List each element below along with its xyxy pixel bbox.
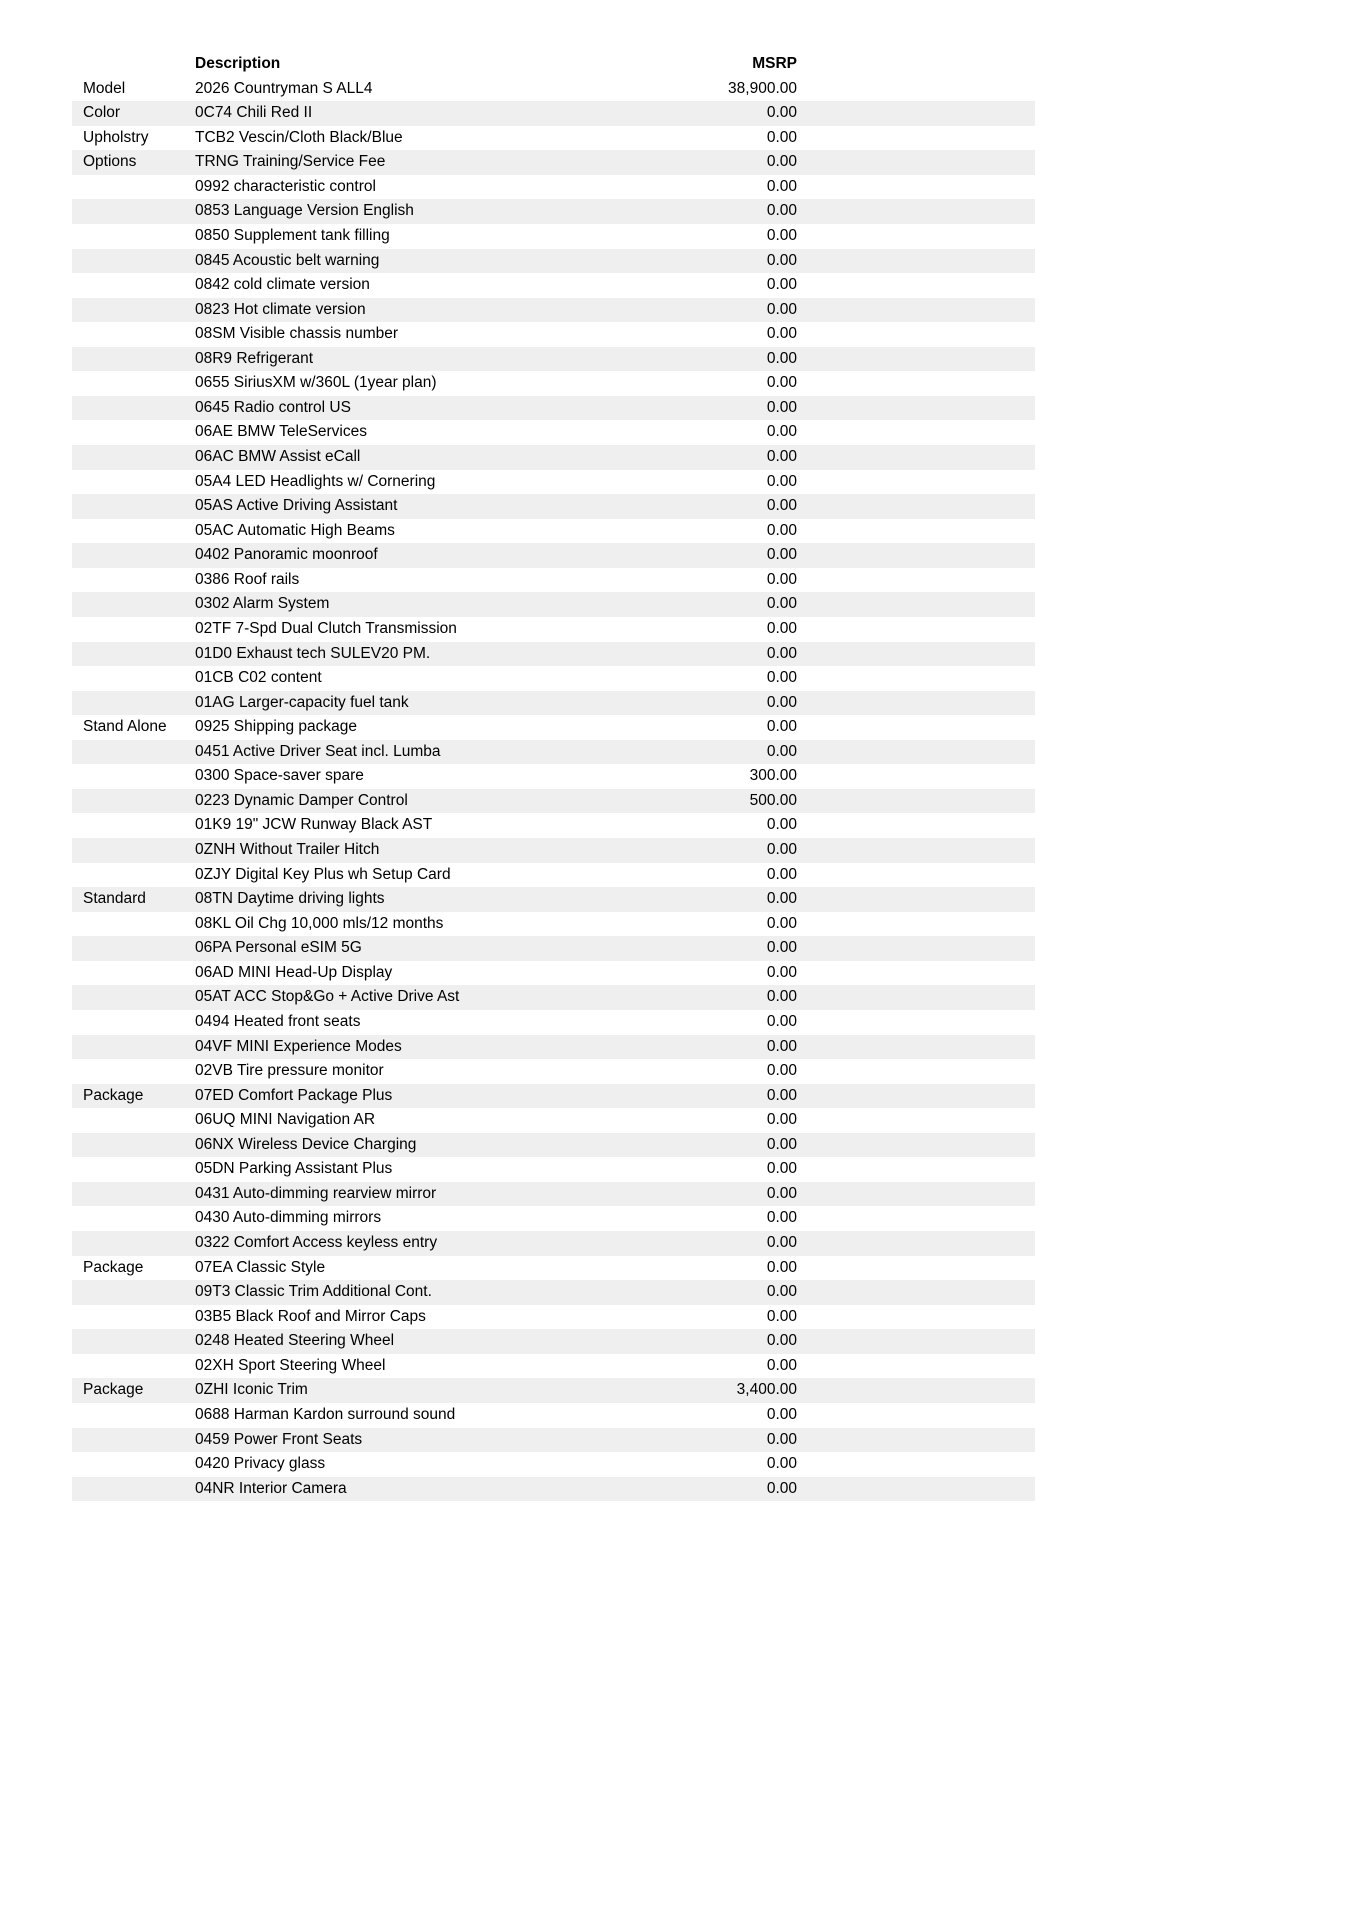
row-msrp: 0.00 xyxy=(766,1430,797,1448)
row-description: 08R9 Refrigerant xyxy=(195,349,314,367)
row-msrp: 0.00 xyxy=(766,398,797,416)
table-row xyxy=(72,1305,1035,1330)
table-row xyxy=(72,838,1035,863)
row-msrp: 0.00 xyxy=(766,226,797,244)
row-msrp: 0.00 xyxy=(766,1332,797,1350)
row-msrp: 0.00 xyxy=(766,1258,797,1276)
table-row xyxy=(72,519,1035,544)
row-msrp: 0.00 xyxy=(766,1234,797,1251)
row-msrp: 0.00 xyxy=(766,448,797,465)
row-description: 08TN Daytime driving lights xyxy=(195,890,385,908)
header-msrp: MSRP xyxy=(752,55,797,72)
table-row xyxy=(72,249,1035,274)
row-msrp: 0.00 xyxy=(766,374,797,392)
table-row xyxy=(72,912,1035,937)
row-msrp: 0.00 xyxy=(766,521,797,539)
table-row xyxy=(72,298,1035,323)
row-category: Color xyxy=(83,104,121,122)
row-description: 0386 Roof rails xyxy=(195,570,300,588)
row-category: Package xyxy=(83,1258,144,1276)
table-row xyxy=(72,1182,1035,1207)
row-msrp: 0.00 xyxy=(766,497,797,515)
row-msrp: 0.00 xyxy=(766,1037,797,1055)
row-description: 05AC Automatic High Beams xyxy=(195,521,395,539)
row-msrp: 0.00 xyxy=(766,939,797,957)
row-msrp: 0.00 xyxy=(766,104,797,122)
row-msrp: 500.00 xyxy=(749,791,797,809)
table-row xyxy=(72,543,1035,568)
row-description: 0431 Auto-dimming rearview mirror xyxy=(195,1184,437,1202)
table-row xyxy=(72,715,1035,740)
row-description: 0853 Language Version English xyxy=(195,202,414,220)
table-row xyxy=(72,1108,1035,1133)
row-description: 01AG Larger-capacity fuel tank xyxy=(195,693,409,711)
table-row xyxy=(72,445,1035,470)
row-description: 04NR Interior Camera xyxy=(195,1479,347,1497)
row-description: 01D0 Exhaust tech SULEV20 PM. xyxy=(195,644,431,662)
row-description: 0845 Acoustic belt warning xyxy=(195,251,380,269)
row-msrp: 0.00 xyxy=(766,1405,797,1423)
table-row xyxy=(72,1477,1035,1502)
row-description: 0842 cold climate version xyxy=(195,276,370,294)
row-msrp: 0.00 xyxy=(766,1455,797,1473)
table-row xyxy=(72,1428,1035,1453)
row-msrp: 0.00 xyxy=(766,890,797,908)
table-row xyxy=(72,592,1035,617)
row-msrp: 0.00 xyxy=(766,693,797,711)
row-msrp: 0.00 xyxy=(766,423,797,441)
row-description: 0248 Heated Steering Wheel xyxy=(195,1332,395,1350)
row-description: TCB2 Vescin/Cloth Black/Blue xyxy=(195,128,403,146)
row-description: 01K9 19" JCW Runway Black AST xyxy=(195,816,433,834)
row-description: 05AS Active Driving Assistant xyxy=(195,497,398,515)
table-row xyxy=(72,961,1035,986)
table-row xyxy=(72,985,1035,1010)
row-msrp: 0.00 xyxy=(766,742,797,760)
row-description: 07ED Comfort Package Plus xyxy=(195,1086,393,1104)
table-row xyxy=(72,77,1035,102)
table-row xyxy=(72,1010,1035,1035)
row-description: 05A4 LED Headlights w/ Cornering xyxy=(195,472,436,490)
table-row xyxy=(72,322,1035,347)
row-description: 07EA Classic Style xyxy=(195,1258,326,1276)
table-row xyxy=(72,470,1035,495)
row-description: 05DN Parking Assistant Plus xyxy=(195,1160,393,1178)
row-msrp: 0.00 xyxy=(766,1012,797,1030)
row-msrp: 0.00 xyxy=(766,841,797,858)
row-msrp: 0.00 xyxy=(766,251,797,269)
table-row xyxy=(72,813,1035,838)
row-description: 06AE BMW TeleServices xyxy=(195,423,367,441)
row-msrp: 0.00 xyxy=(766,1160,797,1178)
table-row xyxy=(72,936,1035,961)
row-msrp: 0.00 xyxy=(766,1111,797,1129)
row-msrp: 0.00 xyxy=(766,300,797,318)
table-row xyxy=(72,642,1035,667)
table-row xyxy=(72,1133,1035,1158)
row-msrp: 0.00 xyxy=(766,595,797,613)
header-description: Description xyxy=(195,55,281,72)
row-description: 0ZJY Digital Key Plus wh Setup Card xyxy=(195,865,451,883)
row-msrp: 0.00 xyxy=(766,619,797,637)
row-description: 0494 Heated front seats xyxy=(195,1012,361,1030)
row-description: 0402 Panoramic moonroof xyxy=(195,546,378,564)
row-description: 01CB C02 content xyxy=(195,669,322,687)
table-row xyxy=(72,199,1035,224)
row-category: Options xyxy=(83,153,137,171)
row-description: 0420 Privacy glass xyxy=(195,1455,326,1473)
table-row xyxy=(72,224,1035,249)
table-row xyxy=(72,420,1035,445)
table-row xyxy=(72,1157,1035,1182)
table-row xyxy=(72,617,1035,642)
table-row xyxy=(72,101,1035,126)
row-description: 0430 Auto-dimming mirrors xyxy=(195,1209,382,1227)
row-msrp: 0.00 xyxy=(766,546,797,564)
table-row xyxy=(72,150,1035,175)
row-description: 0823 Hot climate version xyxy=(195,300,366,318)
table-row xyxy=(72,396,1035,421)
row-description: 0688 Harman Kardon surround sound xyxy=(195,1405,456,1423)
row-description: 0300 Space-saver spare xyxy=(195,767,364,785)
row-msrp: 0.00 xyxy=(766,1062,797,1080)
table-row xyxy=(72,1035,1035,1060)
row-description: 08KL Oil Chg 10,000 mls/12 months xyxy=(195,914,444,932)
row-description: TRNG Training/Service Fee xyxy=(195,153,386,171)
row-description: 0655 SiriusXM w/360L (1year plan) xyxy=(195,374,437,392)
table-row xyxy=(72,347,1035,372)
table-row xyxy=(72,494,1035,519)
row-msrp: 0.00 xyxy=(766,718,797,736)
row-description: 0C74 Chili Red II xyxy=(195,104,313,122)
row-msrp: 0.00 xyxy=(766,1135,797,1153)
table-row xyxy=(72,1206,1035,1231)
table-row xyxy=(72,1329,1035,1354)
vehicle-options-table xyxy=(72,52,1035,1501)
row-category: Stand Alone xyxy=(83,718,167,736)
table-row xyxy=(72,1231,1035,1256)
row-description: 0925 Shipping package xyxy=(195,718,358,736)
row-msrp: 0.00 xyxy=(766,202,797,220)
row-description: 0645 Radio control US xyxy=(195,398,351,416)
row-description: 2026 Countryman S ALL4 xyxy=(195,79,373,97)
row-msrp: 0.00 xyxy=(766,1184,797,1202)
row-description: 02XH Sport Steering Wheel xyxy=(195,1356,386,1374)
table-row xyxy=(72,789,1035,814)
row-description: 0ZNH Without Trailer Hitch xyxy=(195,841,380,858)
table-row xyxy=(72,691,1035,716)
row-description: 0451 Active Driver Seat incl. Lumba xyxy=(195,742,441,760)
table-row xyxy=(72,568,1035,593)
row-category: Upholstry xyxy=(83,128,149,146)
row-description: 04VF MINI Experience Modes xyxy=(195,1037,402,1055)
table-row xyxy=(72,371,1035,396)
row-msrp: 0.00 xyxy=(766,276,797,294)
row-description: 0223 Dynamic Damper Control xyxy=(195,791,408,809)
row-description: 0302 Alarm System xyxy=(195,595,330,613)
row-msrp: 0.00 xyxy=(766,325,797,343)
row-description: 06UQ MINI Navigation AR xyxy=(195,1111,376,1129)
row-msrp: 0.00 xyxy=(766,1356,797,1374)
row-msrp: 0.00 xyxy=(766,349,797,367)
row-msrp: 0.00 xyxy=(766,1479,797,1497)
table-row xyxy=(72,764,1035,789)
row-description: 06NX Wireless Device Charging xyxy=(195,1135,417,1153)
table-row xyxy=(72,1280,1035,1305)
row-msrp: 0.00 xyxy=(766,669,797,687)
row-description: 08SM Visible chassis number xyxy=(195,325,399,343)
row-msrp: 0.00 xyxy=(766,128,797,146)
row-msrp: 300.00 xyxy=(749,767,797,785)
row-description: 06AD MINI Head-Up Display xyxy=(195,963,393,981)
row-description: 09T3 Classic Trim Additional Cont. xyxy=(195,1283,432,1301)
table-row xyxy=(72,863,1035,888)
row-category: Package xyxy=(83,1381,144,1399)
row-msrp: 0.00 xyxy=(766,988,797,1006)
table-row xyxy=(72,1452,1035,1477)
row-msrp: 0.00 xyxy=(766,1283,797,1301)
row-msrp: 0.00 xyxy=(766,963,797,981)
table-row xyxy=(72,1354,1035,1379)
row-description: 02TF 7-Spd Dual Clutch Transmission xyxy=(195,619,457,637)
row-msrp: 0.00 xyxy=(766,153,797,171)
row-msrp: 38,900.00 xyxy=(728,79,797,97)
row-description: 06PA Personal eSIM 5G xyxy=(195,939,362,957)
row-description: 0ZHI Iconic Trim xyxy=(195,1381,308,1399)
table-row xyxy=(72,740,1035,765)
row-msrp: 0.00 xyxy=(766,570,797,588)
row-description: 02VB Tire pressure monitor xyxy=(195,1062,384,1080)
row-description: 0322 Comfort Access keyless entry xyxy=(195,1234,438,1251)
row-description: 05AT ACC Stop&Go + Active Drive Ast xyxy=(195,988,460,1006)
row-msrp: 0.00 xyxy=(766,865,797,883)
row-category: Package xyxy=(83,1086,144,1104)
row-msrp: 0.00 xyxy=(766,1307,797,1325)
table-row xyxy=(72,1378,1035,1403)
table-row xyxy=(72,887,1035,912)
table-row xyxy=(72,1084,1035,1109)
table-row xyxy=(72,1059,1035,1084)
table-rows xyxy=(72,77,1035,1502)
row-msrp: 0.00 xyxy=(766,177,797,195)
row-description: 0850 Supplement tank filling xyxy=(195,226,390,244)
row-description: 0459 Power Front Seats xyxy=(195,1430,363,1448)
table-row xyxy=(72,175,1035,200)
row-msrp: 3,400.00 xyxy=(736,1381,797,1399)
table-row xyxy=(72,1403,1035,1428)
row-msrp: 0.00 xyxy=(766,644,797,662)
row-description: 03B5 Black Roof and Mirror Caps xyxy=(195,1307,426,1325)
row-msrp: 0.00 xyxy=(766,472,797,490)
table-row xyxy=(72,666,1035,691)
row-msrp: 0.00 xyxy=(766,914,797,932)
row-msrp: 0.00 xyxy=(766,1209,797,1227)
row-msrp: 0.00 xyxy=(766,816,797,834)
row-msrp: 0.00 xyxy=(766,1086,797,1104)
table-row xyxy=(72,126,1035,151)
table-row xyxy=(72,273,1035,298)
table-header-row xyxy=(72,52,1035,77)
table-row xyxy=(72,1256,1035,1281)
row-category: Model xyxy=(83,79,126,97)
row-description: 06AC BMW Assist eCall xyxy=(195,448,361,465)
row-category: Standard xyxy=(83,890,146,908)
row-description: 0992 characteristic control xyxy=(195,177,376,195)
